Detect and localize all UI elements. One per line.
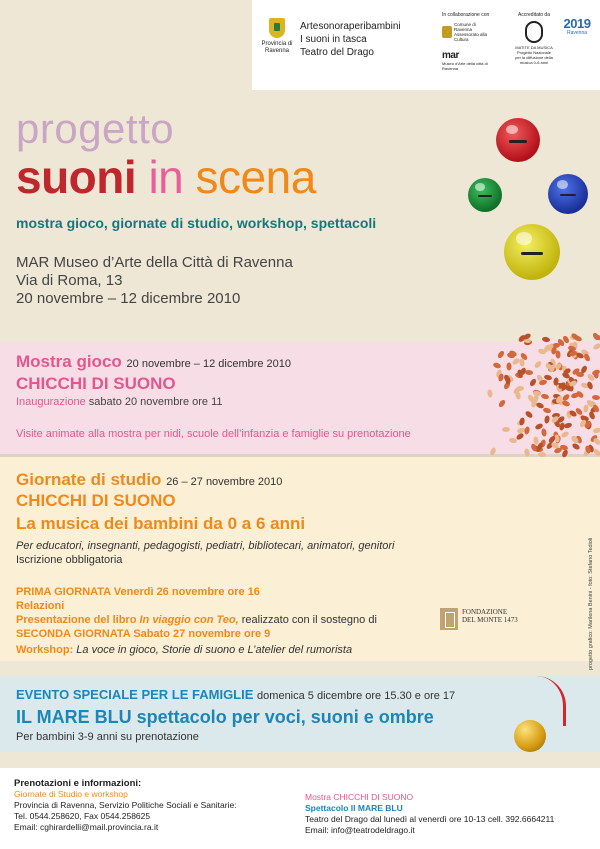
provincia-caption: Provincia di Ravenna [261, 41, 293, 54]
giornate-title-text: Giornate di studio [16, 470, 162, 489]
bean-icon [524, 426, 531, 435]
blue-bell-icon [548, 174, 588, 214]
mostra-name: CHICCHI DI SUONO [16, 374, 176, 393]
footer-right [305, 792, 554, 836]
main-title [16, 151, 316, 203]
mostra-inauguration [16, 396, 223, 408]
mostra-title [16, 352, 291, 374]
matite-logo-icon [525, 21, 543, 43]
bean-icon [562, 393, 571, 402]
footer [0, 768, 600, 849]
bean-icon [592, 342, 600, 350]
bean-icon [496, 350, 505, 359]
bean-icon [515, 432, 524, 441]
header-logos [252, 0, 600, 90]
accred-org: MATITE DA MUSICA [515, 45, 553, 50]
bean-icon [498, 373, 505, 382]
bean-icon [580, 365, 588, 374]
red-bell-icon [496, 118, 540, 162]
bean-icon [593, 448, 600, 457]
bean-icon [524, 448, 530, 457]
bean-icon [541, 393, 550, 400]
organizers [300, 20, 401, 59]
inaug-value: sabato 20 novembre ore 11 [88, 396, 223, 408]
mostra-title-text: Mostra gioco [16, 352, 122, 371]
collab-org: Comune di Ravenna Assessorato alla Cultura [454, 22, 488, 42]
bean-icon [592, 437, 600, 446]
bean-icon [538, 452, 546, 457]
inaug-label: Inaugurazione [16, 396, 86, 408]
accred-label: Accreditato da [518, 12, 550, 18]
pres-b: realizzato con il sostegno di [238, 614, 377, 626]
pres-a: Presentazione del libro [16, 614, 140, 626]
yellow-bell-icon [504, 224, 560, 280]
accred-caption: Progetto Nazionale per la diffusione della musica 0-6 anni [515, 50, 553, 65]
bean-icon [534, 360, 543, 369]
bean-icon [563, 422, 572, 429]
mostra-dates: 20 novembre – 12 dicembre 2010 [126, 358, 292, 370]
title-in: in [148, 151, 184, 203]
organizer-1: Artesonoraperibambini [300, 21, 401, 32]
bean-icon [518, 417, 525, 426]
bean-icon [489, 447, 497, 456]
organizer-3: Teatro del Drago [300, 47, 374, 58]
giornate-title [16, 470, 282, 492]
bean-icon [528, 378, 537, 387]
footer-left-email[interactable]: Email: cghirardelli@mail.provincia.ra.it [14, 822, 159, 832]
bean-icon [493, 362, 502, 370]
bean-icon [560, 430, 569, 438]
credit-vertical [582, 520, 592, 670]
bean-icon [486, 390, 492, 399]
bean-icon [592, 427, 600, 434]
footer-left-line2: Tel. 0544.258620, Fax 0544.258625 [14, 811, 151, 821]
evento-dates: domenica 5 dicembre ore 15.30 e ore 17 [257, 690, 456, 702]
giornate-name: CHICCHI DI SUONO [16, 491, 176, 510]
giornate-musica: La musica dei bambini da 0 a 6 anni [16, 514, 306, 533]
title-suoni: suoni [16, 151, 137, 203]
footer-spettacolo: Spettacolo Il MARE BLU [305, 803, 403, 813]
organizer-2: I suoni in tasca [300, 34, 367, 45]
year-logo: 2019 [563, 16, 591, 31]
evento-title-text: EVENTO SPECIALE PER LE FAMIGLIE [16, 687, 254, 702]
pres-book: In viaggio con Teo, [139, 614, 239, 626]
credit-text: progetto grafico: Marilena Benini - foto: Stefano Tedioli [588, 537, 594, 670]
footer-left [14, 778, 237, 833]
bean-icon [592, 394, 600, 400]
seconda-giornata: SECONDA GIORNATA Sabato 27 novembre ore 9 [16, 628, 271, 640]
provincia-logo [260, 18, 294, 55]
ravenna-2019-logo [560, 16, 594, 36]
giornate-dates: 26 – 27 novembre 2010 [166, 476, 283, 488]
bean-icon [524, 410, 533, 419]
collab-label: In collaborazione con [442, 12, 490, 18]
footer-heading: Prenotazioni e informazioni: [14, 778, 142, 789]
footer-mostra-a: Mostra [305, 792, 334, 802]
footer-mostra-b: CHICCHI DI SUONO [333, 792, 414, 802]
bean-icon [525, 370, 533, 376]
relazioni: Relazioni [16, 600, 65, 612]
workshop [16, 644, 352, 656]
fondazione-mark-icon [440, 608, 458, 630]
bean-icon [502, 427, 510, 432]
mostra-visite: Visite animate alla mostra per nidi, scuole dell’infanzia e famiglie su prenotazione [16, 428, 411, 440]
provincia-shield-icon [269, 18, 285, 38]
fondazione-logo [440, 606, 522, 632]
prima-giornata: PRIMA GIORNATA Venerdì 26 novembre ore 16 [16, 586, 260, 598]
evento-title [16, 687, 455, 702]
bean-icon [543, 407, 552, 414]
giornate-audience: Per educatori, insegnanti, pedagogisti, pediatri, bibliotecari, animatori, genitori [16, 540, 395, 552]
footer-left-sub: Giornate di Studio e workshop [14, 789, 128, 799]
collaboration-logos [442, 12, 502, 71]
bean-icon [498, 398, 507, 407]
evento-show: IL MARE BLU spettacolo per voci, suoni e ombre [16, 707, 434, 727]
ws-value: La voce in gioco, Storie di suono e L’atelier del rumorista [73, 644, 353, 656]
bean-icon [576, 390, 585, 399]
footer-right-line1: Teatro del Drago dal lunedì al venerdì ore 10-13 cell. 392.6664211 [305, 814, 555, 824]
bean-icon [541, 337, 550, 343]
subtitle: mostra gioco, giornate di studio, workshop, spettacoli [16, 215, 377, 231]
presentazione [16, 614, 377, 626]
venue-dates: 20 novembre – 12 dicembre 2010 [16, 290, 241, 307]
ws-label: Workshop: [16, 644, 74, 656]
accreditation-logo [514, 12, 554, 65]
venue-name: MAR Museo d’Arte della Città di Ravenna [16, 254, 293, 271]
gold-bell-illustration [514, 716, 548, 752]
bean-icon [519, 367, 527, 376]
mar-logo: mar [442, 50, 459, 61]
title-scena: scena [195, 151, 316, 203]
bean-icon [506, 363, 511, 371]
venue-address: Via di Roma, 13 [16, 272, 123, 289]
giornate-iscrizione: Iscrizione obbligatoria [16, 554, 123, 566]
comune-seal-icon [442, 26, 452, 38]
green-bell-icon [468, 178, 502, 212]
title-progetto: progetto [16, 105, 175, 152]
footer-right-email[interactable]: Email: info@teatrodeldrago.it [305, 825, 415, 835]
gold-bell-icon [514, 720, 546, 752]
jingle-bells-illustration [468, 118, 596, 318]
year-caption: Ravenna [566, 30, 587, 36]
beans-illustration [455, 324, 600, 460]
bean-icon [541, 429, 547, 438]
bean-icon [583, 353, 591, 362]
fondazione-text: FONDAZIONE DEL MONTE 1473 [462, 608, 518, 624]
evento-audience: Per bambini 3-9 anni su prenotazione [16, 731, 199, 743]
footer-left-line1: Provincia di Ravenna, Servizio Politiche Sociali e Sanitarie: [14, 800, 237, 810]
bean-icon [555, 351, 561, 359]
bean-icon [586, 381, 594, 390]
venue-block [16, 254, 293, 308]
bean-icon [544, 415, 550, 424]
bean-icon [593, 334, 600, 341]
mar-caption: Museo d'Arte della città di Ravenna [442, 61, 488, 71]
